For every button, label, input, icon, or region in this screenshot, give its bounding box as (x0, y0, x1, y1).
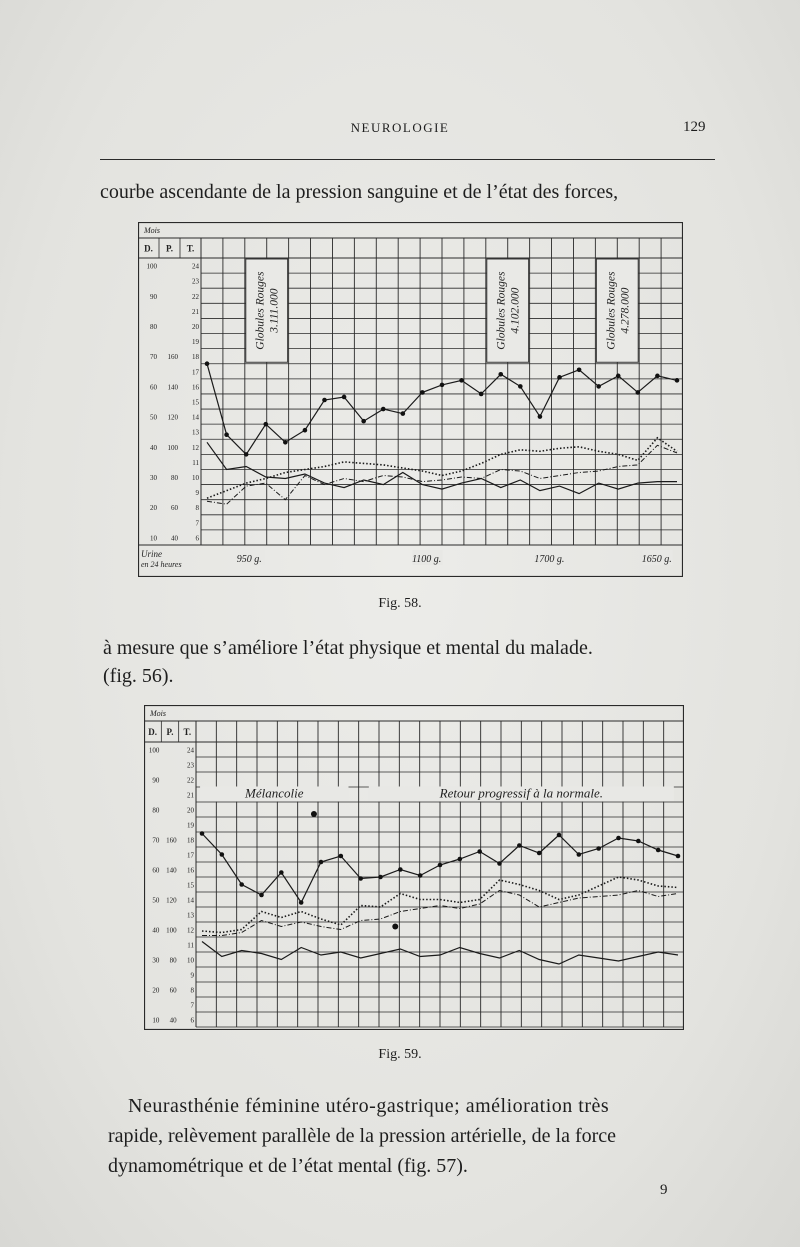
column-header: D. (144, 243, 153, 254)
paragraph-2-line-1: à mesure que s’améliore l’état physique et mental du malade. (103, 637, 593, 659)
urine-value: 950 g. (236, 554, 262, 565)
data-point (418, 873, 423, 878)
scale-label-p: 100 (167, 443, 178, 452)
annotation-line-1: Globules Rouges (254, 271, 267, 350)
scale-label-p: 60 (171, 504, 178, 513)
data-point (557, 833, 562, 838)
scale-label-d: 100 (148, 746, 160, 755)
scale-label-p: 140 (166, 866, 177, 875)
data-point (497, 861, 502, 866)
scale-label-t: 8 (190, 986, 194, 995)
scale-label-d: 10 (150, 534, 157, 543)
scale-label-d: 90 (152, 776, 160, 785)
data-point (279, 870, 284, 875)
scale-label-d: 40 (152, 926, 160, 935)
data-point (200, 831, 205, 836)
paragraph-2-line-2: (fig. 56). (103, 665, 174, 687)
corner-label: Mois (150, 709, 166, 718)
data-point (319, 860, 324, 865)
data-point (518, 384, 523, 389)
column-header: P. (166, 727, 174, 737)
data-point (537, 851, 542, 856)
data-point (224, 432, 229, 437)
scale-label-t: 13 (187, 911, 194, 920)
scale-label-d: 20 (150, 504, 157, 513)
scale-label-d: 60 (150, 383, 157, 392)
scale-label-t: 7 (190, 1001, 194, 1010)
scale-label-t: 18 (187, 836, 194, 845)
data-point (636, 390, 641, 395)
scale-label-p: 140 (167, 383, 178, 392)
scale-label-p: 160 (167, 353, 178, 362)
data-point (322, 398, 327, 403)
scale-label-t: 10 (187, 956, 194, 965)
data-point (263, 422, 268, 427)
data-point (205, 361, 210, 366)
scale-label-d: 70 (150, 353, 157, 362)
scale-label-d: 100 (146, 262, 157, 271)
data-point (577, 852, 582, 857)
scale-label-d: 30 (150, 474, 157, 483)
scale-label-d: 50 (150, 413, 157, 422)
scale-label-t: 22 (192, 292, 199, 301)
data-point (498, 372, 503, 377)
scale-label-p: 80 (169, 956, 177, 965)
data-point (358, 876, 363, 881)
data-point (655, 374, 660, 379)
data-point (342, 395, 347, 400)
scale-label-t: 23 (192, 277, 199, 286)
paragraph-3-line-3: dynamométrique et de l’état mental (fig. 57). (108, 1155, 468, 1177)
data-point (398, 867, 403, 872)
figure-59-chart (144, 705, 684, 1030)
urine-row-label-1: Urine (141, 549, 162, 559)
scale-label-t: 10 (192, 474, 199, 483)
scale-label-t: 24 (187, 746, 194, 755)
scale-label-t: 15 (192, 398, 199, 407)
phase-label: Mélancolie (245, 785, 304, 801)
scale-label-d: 30 (152, 956, 160, 965)
scale-label-t: 8 (195, 504, 199, 513)
paragraph-3-line-1: Neurasthénie féminine utéro-gastrique; amélioration très (128, 1095, 610, 1117)
scale-label-t: 22 (187, 776, 194, 785)
scale-label-p: 40 (171, 534, 178, 543)
scale-label-t: 21 (192, 307, 199, 316)
scale-label-t: 6 (195, 534, 199, 543)
scale-label-t: 15 (187, 881, 194, 890)
scale-label-d: 20 (152, 986, 160, 995)
data-point (259, 893, 264, 898)
data-point (596, 384, 601, 389)
scale-label-t: 14 (187, 896, 194, 905)
page-number: 129 (683, 119, 706, 135)
scale-label-t: 18 (192, 353, 199, 362)
scale-label-t: 11 (192, 458, 199, 467)
scale-label-d: 10 (152, 1016, 160, 1025)
scale-label-t: 19 (187, 821, 194, 830)
scale-label-d: 70 (152, 836, 160, 845)
header-rule (100, 159, 715, 160)
data-point (339, 854, 344, 859)
scale-label-t: 12 (187, 926, 194, 935)
scale-label-t: 7 (195, 519, 199, 528)
scale-label-t: 14 (192, 413, 199, 422)
data-point (401, 411, 406, 416)
data-point (361, 419, 366, 424)
data-point (220, 852, 225, 857)
annotation-line-2: 4.278.000 (619, 287, 632, 334)
data-point (477, 849, 482, 854)
scale-label-t: 16 (192, 383, 199, 392)
scale-label-p: 120 (167, 413, 178, 422)
data-point (244, 452, 249, 457)
column-header: T. (183, 727, 192, 737)
data-point (636, 839, 641, 844)
scale-label-t: 9 (195, 489, 199, 498)
data-point (438, 863, 443, 868)
scale-label-t: 12 (192, 443, 199, 452)
data-point (458, 857, 463, 862)
scale-label-t: 16 (187, 866, 194, 875)
scale-label-d: 40 (150, 443, 157, 452)
scale-label-p: 80 (171, 474, 178, 483)
data-point (459, 378, 464, 383)
scale-label-t: 24 (192, 262, 199, 271)
column-header: T. (186, 243, 195, 254)
data-point (675, 378, 680, 383)
marker-dot (311, 811, 317, 817)
corner-label: Mois (144, 226, 160, 235)
scale-label-p: 120 (166, 896, 177, 905)
scale-label-p: 100 (166, 926, 177, 935)
scale-label-t: 17 (187, 851, 194, 860)
urine-value: 1650 g. (641, 554, 672, 565)
data-point (283, 440, 288, 445)
urine-row-label-2: en 24 heures (141, 560, 182, 569)
scale-label-t: 19 (192, 338, 199, 347)
paragraph-3-line-2: rapide, relèvement parallèle de la pression artérielle, de la force (108, 1125, 617, 1147)
data-point (616, 374, 621, 379)
data-point (557, 375, 562, 380)
scale-label-t: 17 (192, 368, 199, 377)
scale-label-t: 9 (190, 971, 194, 980)
data-point (378, 875, 383, 880)
urine-value: 1100 g. (412, 554, 442, 565)
annotation-line-1: Globules Rouges (495, 271, 508, 350)
data-point (440, 383, 445, 388)
annotation-line-2: 4.102.000 (509, 287, 522, 334)
data-point (381, 407, 386, 412)
data-point (420, 390, 425, 395)
scale-label-d: 80 (150, 322, 157, 331)
scale-label-t: 20 (187, 806, 194, 815)
scale-label-t: 13 (192, 428, 199, 437)
data-point (299, 900, 304, 905)
scale-label-p: 40 (169, 1016, 177, 1025)
data-point (656, 848, 661, 853)
figure-58-caption: Fig. 58. (378, 596, 422, 611)
scale-label-t: 21 (187, 791, 194, 800)
data-point (479, 392, 484, 397)
scale-label-d: 90 (150, 292, 157, 301)
data-point (303, 428, 308, 433)
scale-label-t: 20 (192, 322, 199, 331)
scale-label-p: 160 (166, 836, 177, 845)
paragraph-1: courbe ascendante de la pression sanguine et de l’état des forces, (100, 181, 619, 203)
data-point (596, 846, 601, 851)
data-point (616, 836, 621, 841)
scale-label-d: 60 (152, 866, 160, 875)
data-point (676, 854, 681, 859)
phase-label: Retour progressif à la normale. (439, 785, 604, 801)
figure-58-chart (138, 222, 683, 577)
scale-label-d: 50 (152, 896, 160, 905)
scale-label-d: 80 (152, 806, 160, 815)
annotation-box (487, 259, 529, 362)
column-header: P. (166, 243, 173, 254)
marker-dot (392, 924, 398, 930)
scale-label-p: 60 (169, 986, 177, 995)
data-point (538, 414, 543, 419)
annotation-line-1: Globules Rouges (605, 271, 618, 350)
urine-value: 1700 g. (534, 554, 565, 565)
figure-59-caption: Fig. 59. (378, 1047, 422, 1062)
data-point (239, 882, 244, 887)
scale-label-t: 6 (190, 1016, 194, 1025)
data-point (517, 843, 522, 848)
data-point (577, 367, 582, 372)
annotation-line-2: 3.111.000 (268, 288, 281, 333)
column-header: D. (148, 727, 158, 737)
running-header: NEUROLOGIE (350, 120, 450, 135)
scale-label-t: 23 (187, 761, 194, 770)
signature-mark: 9 (660, 1182, 668, 1198)
scale-label-t: 11 (187, 941, 194, 950)
